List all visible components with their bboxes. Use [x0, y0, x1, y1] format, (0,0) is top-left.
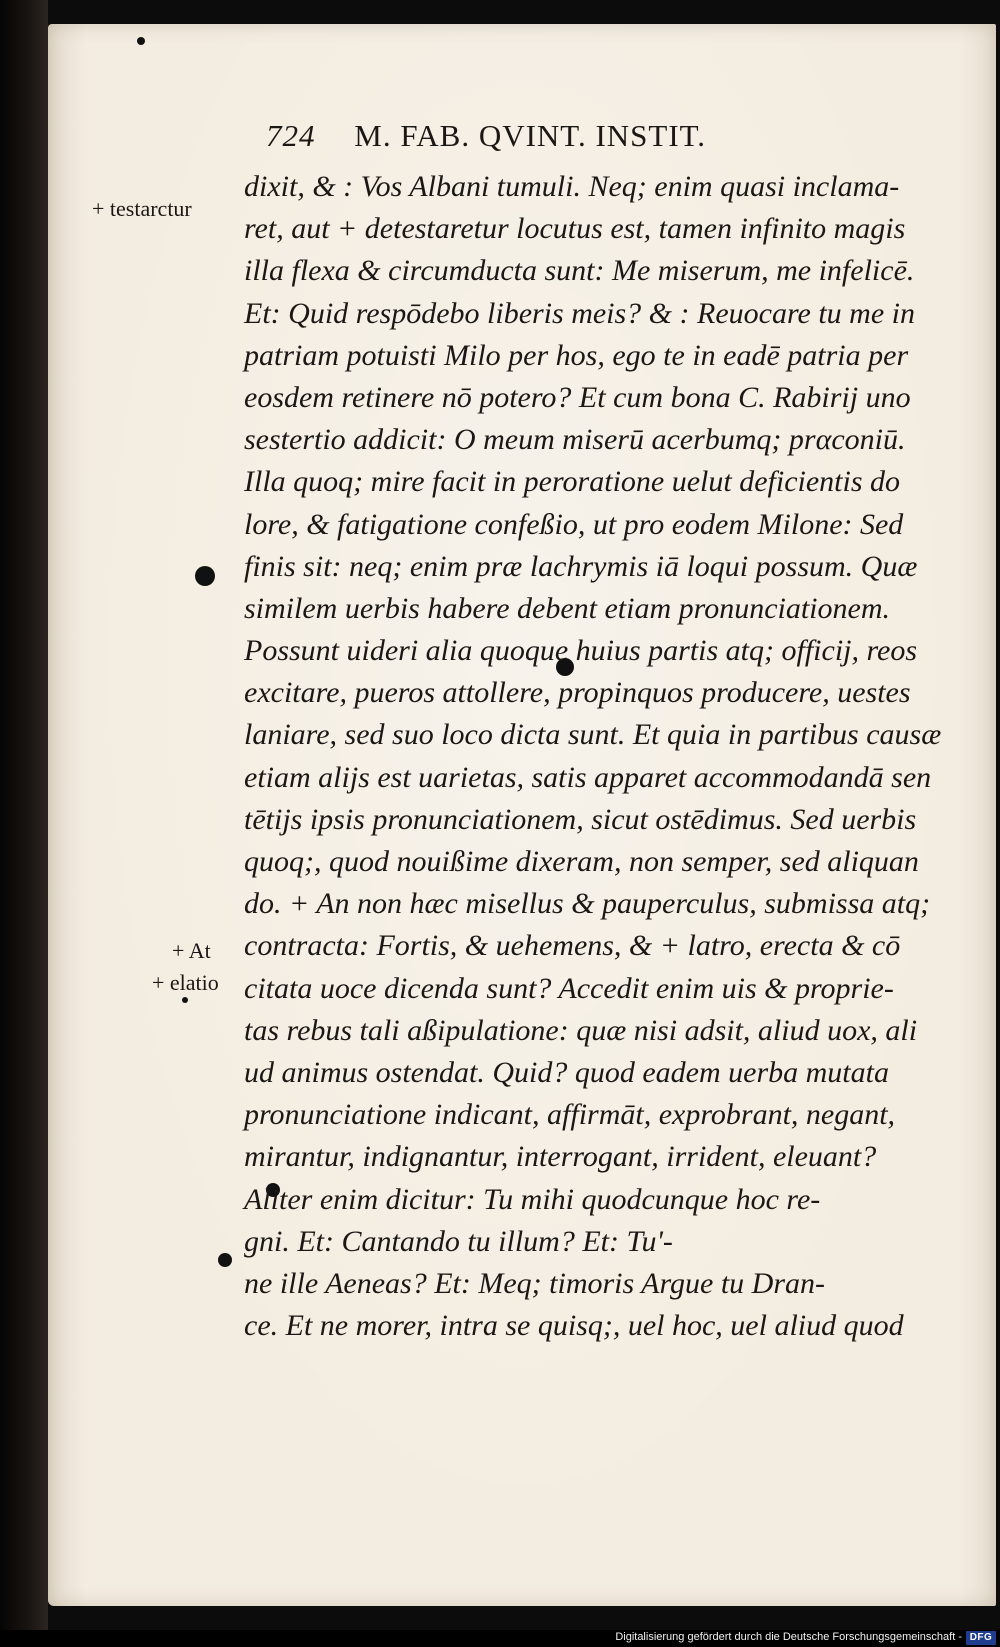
text-line: pronunciatione indicant, affirmāt, exprobrant, negant, [244, 1098, 896, 1132]
ink-spot [218, 1253, 232, 1267]
text-line: excitare, pueros attollere, propinquos producere, uestes [244, 676, 911, 710]
text-line: finis sit: neq; enim præ lachrymis iā loqui possum. Quæ [244, 549, 918, 583]
ink-spot [137, 37, 145, 45]
margin-note-at: + At [172, 938, 211, 963]
text-line: do. + An non hæc misellus & pauperculus, submissa atq; [244, 887, 931, 921]
text-line: citata uoce dicenda sunt? Accedit enim uis & proprie- [244, 971, 894, 1005]
text-line: contracta: Fortis, & uehemens, & + latro, erecta & cō [244, 929, 901, 963]
text-line: ce. Et ne morer, intra se quisq;, uel hoc, uel aliud quod [244, 1309, 904, 1343]
funding-credit: Digitalisierung gefördert durch die Deutsche Forschungsgemeinschaft - [615, 1631, 962, 1643]
ink-spot [195, 566, 215, 586]
running-head [266, 118, 906, 154]
text-line: tētijs ipsis pronunciationem, sicut ostēdimus. Sed uerbis [244, 802, 917, 836]
running-title: M. FAB. QVINT. INSTIT. [354, 118, 707, 153]
text-line: Illa quoq; mire facit in peroratione uelut deficientis do [244, 465, 901, 499]
text-line: dixit, & : Vos Albani tumuli. Neq; enim quasi inclama- [244, 170, 900, 203]
book-spine-shadow [0, 0, 48, 1647]
text-line: etiam alijs est uarietas, satis apparet accommodandā sen [244, 760, 932, 794]
text-line: Possunt uideri alia quoque huius partis atq; officij, reos [244, 634, 918, 668]
text-line: patriam potuisti Milo per hos, ego te in eadē patria per [244, 338, 909, 372]
margin-note-elatio: + elatio [152, 970, 219, 995]
dfg-logo: DFG [966, 1631, 996, 1645]
text-line: eosdem retinere nō potero? Et cum bona C. Rabirij uno [244, 380, 911, 414]
text-line: ret, aut + detestaretur locutus est, tamen infinito magis [244, 212, 906, 246]
ink-spot [182, 997, 188, 1003]
page-number: 724 [266, 118, 316, 153]
text-line: gni. Et: Cantando tu illum? Et: Tu'- [244, 1224, 673, 1258]
text-line: quoq;, quod nouißime dixeram, non semper, sed aliquan [244, 845, 919, 878]
text-line: tas rebus tali aßipulatione: quæ nisi adsit, aliud uox, ali [244, 1013, 918, 1047]
text-line: laniare, sed suo loco dicta sunt. Et quia in partibus causæ [244, 718, 942, 752]
text-line: Et: Quid respōdebo liberis meis? & : Reuocare tu me in [244, 296, 915, 330]
text-line: similem uerbis habere debent etiam pronunciationem. [244, 591, 890, 625]
body-text [244, 166, 944, 1347]
text-line: sestertio addicit: O meum miserū acerbumq; prαconiū. [244, 423, 906, 457]
margin-note-testarctur: + testarctur [92, 196, 192, 221]
text-line: Aliter enim dicitur: Tu mihi quodcunque hoc re- [244, 1182, 821, 1216]
text-line: ne ille Aeneas? Et: Meq; timoris Argue tu Dran- [244, 1266, 826, 1300]
text-line: lore, & fatigatione confeßio, ut pro eodem Milone: Sed [244, 507, 904, 541]
text-line: mirantur, indignantur, interrogant, irrident, eleuant? [244, 1140, 877, 1174]
text-line: illa flexa & circumducta sunt: Me miserum, me infelicē. [244, 254, 915, 288]
text-line: ud animus ostendat. Quid? quod eadem uerba mutata [244, 1055, 889, 1089]
